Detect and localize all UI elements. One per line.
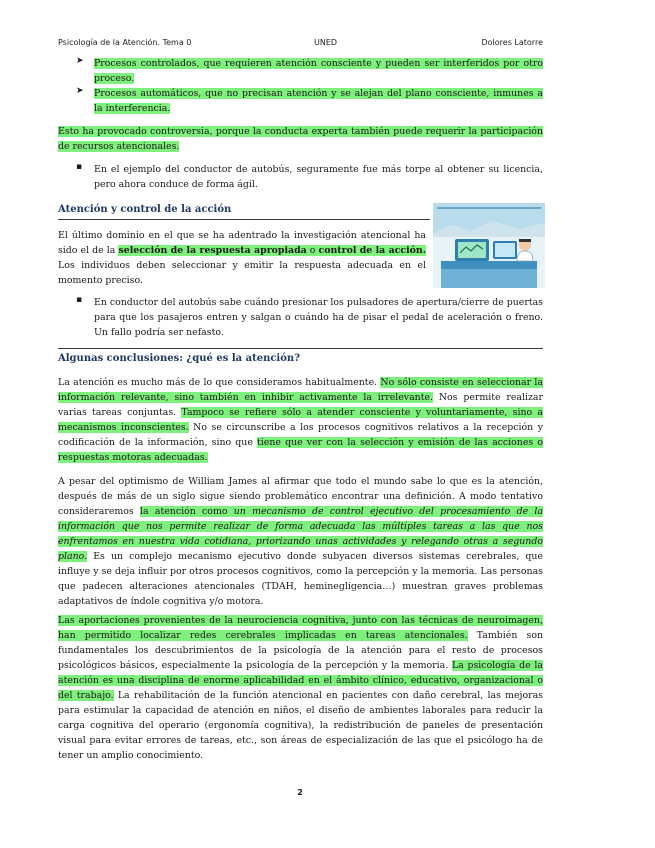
conclusions-paragraph-3: Las aportaciones provenientes de la neurociencia cognitiva, junto con las técnicas de neuroimagen, han permitido localizar redes cerebrales implicadas en tareas atencionales. También son fundamentales los descubrimientos de la psicología de la atención para el resto de procesos psicológicos básicos, especialmente la psicología de la percepción y la memoria. La psicología de la atención es una disciplina de enorme aplicabilidad en el ámbito clínico, educativo, organizacional o del trabajo. La rehabilitación de la función atencional en pacientes con daño cerebral, las mejoras para estimular la capacidad de atención en niños, el diseño de ambientes laborales para reducir la carga cognitiva del operario (ergonomía cognitiva), la redistribución de paneles de presentación visual para evitar errores de tareas, etc., son áreas de especialización de las que el psicólogo ha de tener un amplio conocimiento. bbox=[58, 615, 544, 761]
section-divider bbox=[58, 348, 543, 349]
page-number: 2 bbox=[297, 788, 303, 797]
header-university: UNED bbox=[314, 38, 338, 47]
page-header bbox=[58, 38, 543, 52]
square-bullet-icon: ▪ bbox=[76, 162, 83, 172]
arrow-bullet-icon: ➤ bbox=[76, 86, 84, 96]
square-bullet-icon: ▪ bbox=[76, 295, 83, 305]
conclusions-paragraph-1: La atención es mucho más de lo que consideramos habitualmente. No sólo consiste en seleccionar la información relevante, sino también en inhibir activamente la irrelevante. Nos permite realizar varias tareas conjuntas. Tampoco se refiere sólo a atender consciente y voluntariamente, sino a mecanismos inconscientes. No se circunscribe a los procesos cognitivos relativos a la recepción y codificación de la información, sino que tiene que ver con la selección y emisión de las acciones o respuestas motoras adecuadas. bbox=[58, 377, 544, 463]
bullet-bus-driver: En conductor del autobús sabe cuándo presionar los pulsadores de apertura/cierre de puertas para que los pasajeros entren y salgan o cuándo ha de pisar el pedal de aceleración o freno. Un fallo podría ser nefasto. bbox=[94, 297, 543, 338]
arrow-bullet-icon: ➤ bbox=[76, 56, 84, 66]
controversy-paragraph: Esto ha provocado controversia, porque la conducta experta también puede requerir la participación de recursos atencionales. bbox=[58, 126, 543, 152]
section-divider bbox=[58, 219, 430, 220]
control-room-illustration bbox=[433, 203, 545, 288]
arrow-list-item: Procesos automáticos, que no precisan atención y se alejan del plano consciente, inmunes a la interferencia. bbox=[94, 88, 543, 114]
bullet-driver-example: En el ejemplo del conductor de autobús, seguramente fue más torpe al obtener su licencia, pero ahora conduce de forma ágil. bbox=[94, 164, 543, 190]
header-author: Dolores Latorre bbox=[481, 38, 543, 47]
action-control-paragraph: El último dominio en el que se ha adentrado la investigación atencional ha sido el de la selección de la respuesta apropiada o control de la acción. Los individuos deben seleccionar y emitir la respuesta adecuada en el momento preciso. bbox=[58, 230, 426, 286]
section-heading-conclusions: Algunas conclusiones: ¿qué es la atención? bbox=[58, 353, 301, 364]
header-course-title: Psicología de la Atención. Tema 0 bbox=[58, 38, 192, 47]
arrow-list-item: Procesos controlados, que requieren atención consciente y pueden ser interferidos por otro proceso. bbox=[94, 58, 543, 84]
section-heading-attention-action: Atención y control de la acción bbox=[58, 204, 232, 215]
conclusions-paragraph-2: A pesar del optimismo de William James al afirmar que todo el mundo sabe lo que es la atención, después de más de un siglo sigue siendo problemático encontrar una definición. A modo tentativo consideraremos la atención como un mecanismo de control ejecutivo del procesamiento de la información que nos permite realizar de forma adecuada las múltiples tareas a las que nos enfrentamos en nuestra vida cotidiana, priorizando unas actividades y relegando otras a segundo plano. Es un complejo mecanismo ejecutivo donde subyacen diversos sistemas cerebrales, que influye y se deja influir por otros procesos cognitivos, como la percepción y la memoria. Las personas que padecen alteraciones atencionales (TDAH, heminegligencia…) muestran graves problemas adaptativos de índole cognitiva y/o motora. bbox=[58, 476, 544, 607]
